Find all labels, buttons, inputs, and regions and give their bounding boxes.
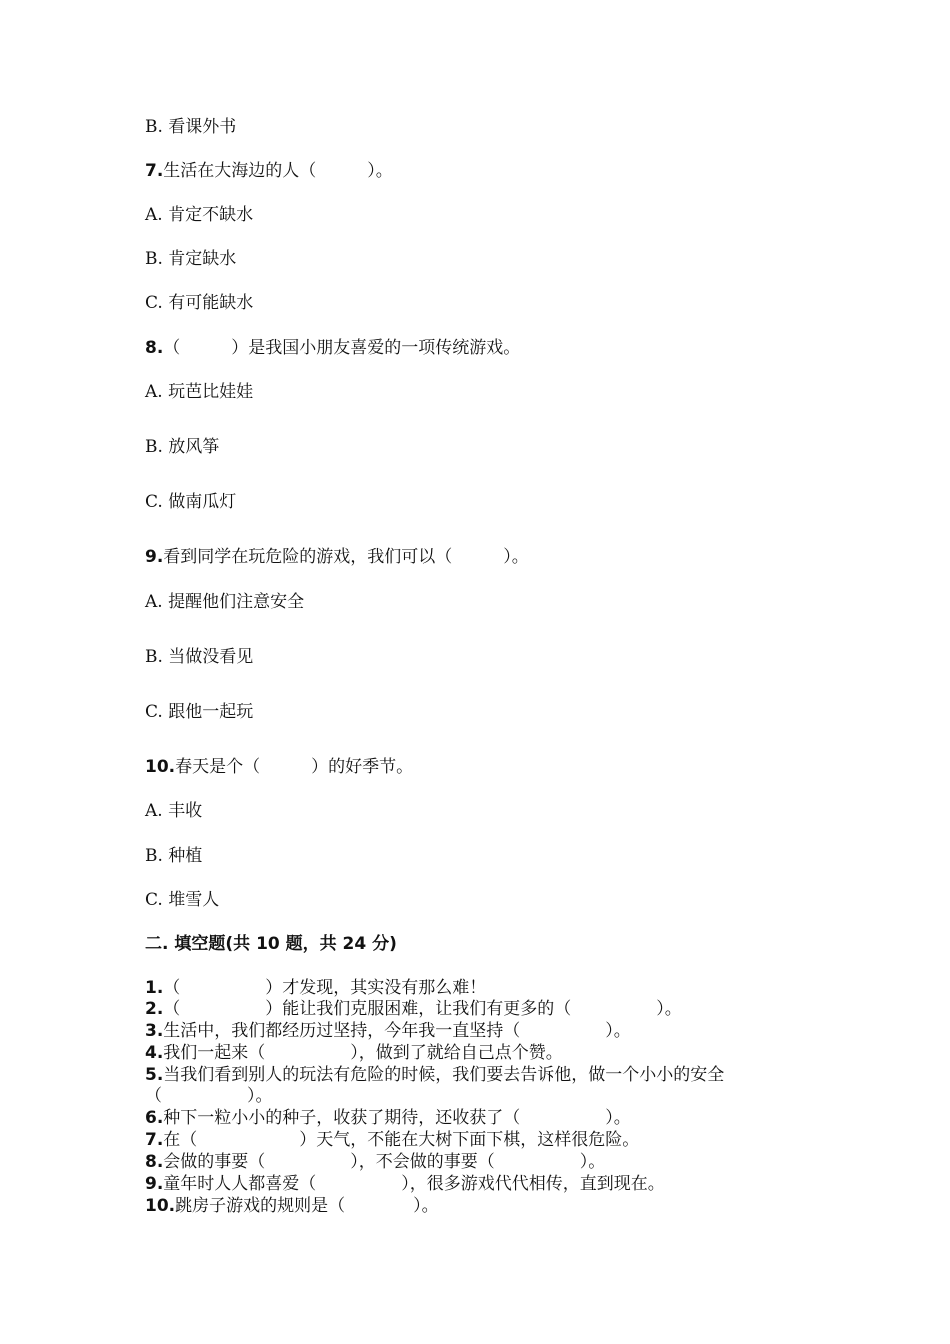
item-text: 童年时人人都喜爱（ ），很多游戏代代相传，直到现在。 (163, 1174, 665, 1194)
q9-option-b: B. 当做没看见 (145, 647, 254, 667)
section-title: 二. 填空题(共 10 题，共 24 分) (145, 934, 397, 954)
fill-item-8 (145, 1152, 605, 1173)
item-number: 4. (145, 1043, 164, 1063)
fill-item-1 (145, 978, 486, 999)
question-7 (145, 160, 393, 182)
item-text: 我们一起来（ ），做到了就给自己点个赞。 (163, 1043, 563, 1063)
fill-item-5 (145, 1065, 724, 1086)
item-text: 当我们看到别人的玩法有危险的时候，我们要去告诉他，做一个小小的安全 (163, 1065, 725, 1085)
q10-option-a: A. 丰收 (145, 801, 203, 821)
fill-item-6 (145, 1108, 631, 1129)
item-text: 生活中，我们都经历过坚持，今年我一直坚持（ ）。 (163, 1021, 631, 1041)
fill-item-10 (145, 1196, 439, 1217)
fill-item-2 (145, 999, 682, 1020)
q10-option-c: C. 堆雪人 (145, 890, 220, 910)
item-number: 2. (145, 999, 164, 1019)
question-text: 春天是个（ ）的好季节。 (175, 757, 414, 777)
fill-item-3 (145, 1021, 631, 1042)
q8-option-b: B. 放风筝 (145, 437, 220, 457)
question-text: 生活在大海边的人（ ）。 (163, 161, 393, 181)
fill-item-9 (145, 1174, 665, 1195)
question-9 (145, 546, 529, 568)
item-text: 种下一粒小小的种子，收获了期待，还收获了（ ）。 (163, 1108, 631, 1128)
question-8 (145, 337, 520, 359)
question-number: 8. (145, 338, 164, 358)
item-text: 在（ ）天气，不能在大树下面下棋，这样很危险。 (163, 1130, 640, 1150)
item-number: 7. (145, 1130, 164, 1150)
fill-item-5-continued: （ ）。 (145, 1086, 273, 1106)
item-number: 10. (145, 1196, 176, 1216)
item-text: （ ）能让我们克服困难，让我们有更多的（ ）。 (163, 999, 682, 1019)
fill-item-4 (145, 1043, 563, 1064)
q7-option-a: A. 肯定不缺水 (145, 205, 254, 225)
q9-option-a: A. 提醒他们注意安全 (145, 592, 305, 612)
item-number: 9. (145, 1174, 164, 1194)
item-number: 3. (145, 1021, 164, 1041)
q7-option-c: C. 有可能缺水 (145, 293, 254, 313)
fill-item-7 (145, 1130, 639, 1151)
q6-option-b: B. 看课外书 (145, 117, 237, 137)
q8-option-a: A. 玩芭比娃娃 (145, 382, 254, 402)
q8-option-c: C. 做南瓜灯 (145, 492, 237, 512)
question-number: 7. (145, 161, 164, 181)
item-text: 跳房子游戏的规则是（ ）。 (175, 1196, 439, 1216)
question-text: （ ）是我国小朋友喜爱的一项传统游戏。 (163, 338, 521, 358)
item-number: 5. (145, 1065, 164, 1085)
q9-option-c: C. 跟他一起玩 (145, 702, 254, 722)
item-number: 8. (145, 1152, 164, 1172)
q7-option-b: B. 肯定缺水 (145, 249, 237, 269)
item-number: 1. (145, 978, 164, 998)
question-number: 10. (145, 757, 176, 777)
q10-option-b: B. 种植 (145, 846, 203, 866)
question-10 (145, 756, 413, 778)
question-number: 9. (145, 547, 164, 567)
item-text: 会做的事要（ ），不会做的事要（ ）。 (163, 1152, 606, 1172)
item-number: 6. (145, 1108, 164, 1128)
item-text: （ ）才发现，其实没有那么难！ (163, 978, 487, 998)
question-text: 看到同学在玩危险的游戏，我们可以（ ）。 (163, 547, 529, 567)
